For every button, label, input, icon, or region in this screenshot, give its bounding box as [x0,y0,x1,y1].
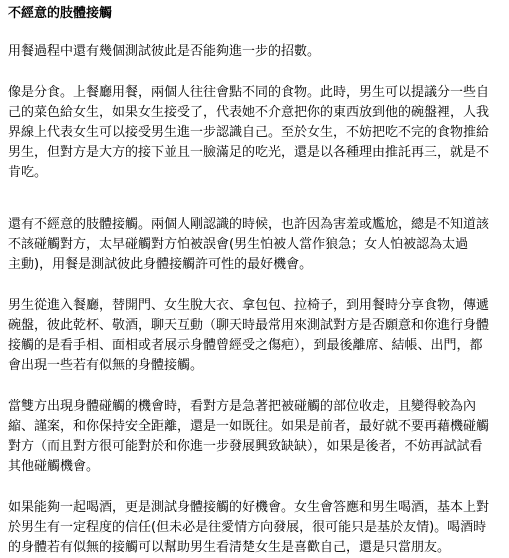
paragraph-sharing-food [8,83,503,183]
paragraph-line: 其他碰觸機會。 [8,459,100,474]
paragraph-line: 肯吃。 [8,165,48,180]
paragraph-intro [8,42,503,62]
paragraph-line: 如果能夠一起喝酒，更是測試身體接觸的好機會。女生會答應和男生喝酒，基本上對 [8,500,490,515]
paragraph-line: 男生，但對方是大方的接下並且一臉滿足的吃光，還是以各種理由推託再三，就是不 [8,145,490,160]
article [8,5,503,558]
article-title: 不經意的肢體接觸 [8,6,113,21]
paragraph-line: 像是分食。上餐廳用餐，兩個人往往會點不同的食物。此時，男生可以提議分一些自 [8,85,490,100]
paragraph-line: 對方（而且對方很可能對於和你進一步發展興致缺缺），如果是後者，不妨再試試看 [8,439,483,454]
paragraph-reaction [8,397,503,477]
paragraph-line: 於男生有一定程度的信任(但未必是往愛情方向發展，很可能只是基於友情)。喝酒時 [8,520,487,535]
paragraph-line: 接觸的是看手相、面相或者展示身體曾經受之傷疤），到最後離席、結帳、出門，都 [8,338,483,353]
paragraph-line: 縮、謹案，和你保持安全距離，還是一如既往。如果是前者，最好就不要再藉機碰觸 [8,419,490,434]
paragraph-restaurant-touch [8,296,503,376]
paragraph-line: 主動)，用餐是測試彼此身體接觸許可性的最好機會。 [8,257,313,272]
paragraph-line: 界線上代表女生可以接受男生進一步認識自己。至於女生，不妨把吃不完的食物推給 [8,125,490,140]
paragraph-line: 當雙方出現身體碰觸的機會時，看對方是急著把被碰觸的部位收走，且變得較為內 [8,399,477,414]
paragraph-line: 男生從進入餐廳，替開門、女生脫大衣、拿包包、拉椅子，到用餐時分享食物，傳遞 [8,298,490,313]
paragraph-line: 會出現一些若有似無的身體接觸。 [8,358,204,373]
paragraph-line: 還有不經意的肢體接觸。兩個人剛認識的時候，也許因為害羞或尷尬，總是不知道該 [8,217,490,232]
paragraph-line: 不該碰觸對方，太早碰觸對方怕被誤會(男生怕被人當作狼急；女人怕被認為太過 [8,237,469,252]
paragraph-drinking [8,498,503,558]
paragraph-line: 的身體若有似無的接觸可以幫助男生看清楚女生是喜歡自己，還是只當朋友。 [8,540,451,555]
paragraph-casual-touch [8,215,503,275]
paragraph-line: 碗盤，彼此乾杯、敬酒，聊天互動（聊天時最常用來測試對方是否願意和你進行身體 [8,318,490,333]
paragraph-line: 己的菜色給女生，如果女生接受了，代表她不介意把你的東西放到他的碗盤裡，人我 [8,105,490,120]
paragraph-line: 用餐過程中還有幾個測試彼此是否能夠進一步的招數。 [8,44,321,59]
